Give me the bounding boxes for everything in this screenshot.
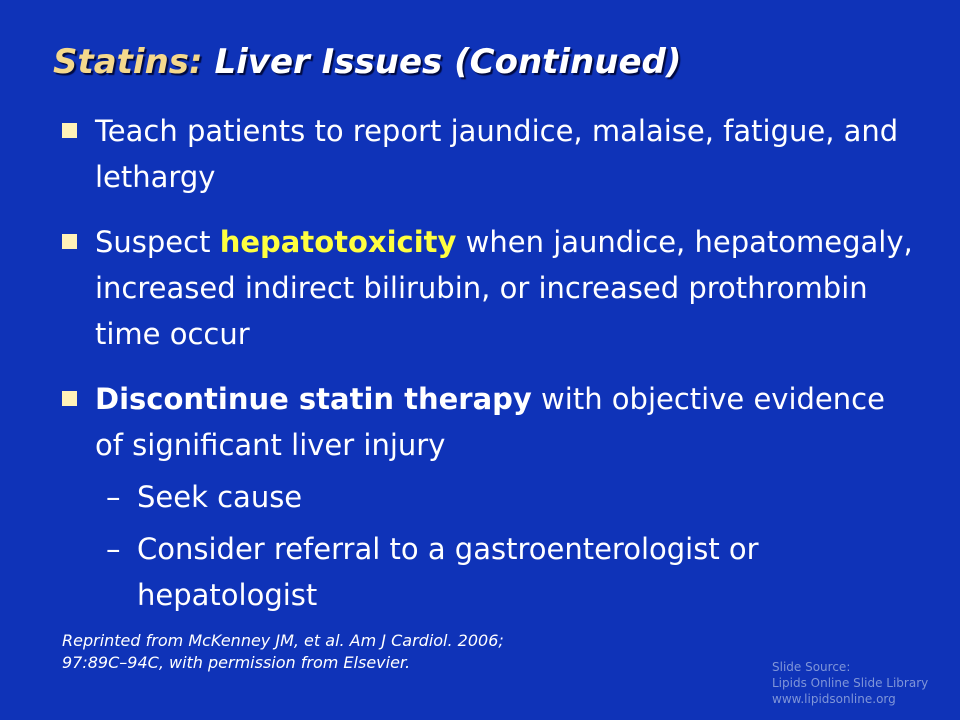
bullet-square-icon xyxy=(62,123,80,141)
bullet-3-post: with objective evidence of significant liver injury xyxy=(95,382,885,462)
citation xyxy=(62,630,662,674)
sub-bullet-1-dash: – xyxy=(106,480,121,514)
bullet-2-post: when jaundice, hepatomegaly, increased indirect bilirubin, or increased prothrombin time occur xyxy=(95,225,913,351)
citation-line-1: Reprinted from McKenney JM, et al. Am J Cardiol. 2006; xyxy=(62,631,504,650)
bullet-square-icon xyxy=(62,234,80,252)
bullet-square-icon xyxy=(62,391,80,409)
bullet-2-highlight: hepatotoxicity xyxy=(219,225,457,259)
slide-source xyxy=(772,659,952,707)
source-line-1: Slide Source: xyxy=(772,660,851,674)
source-line-3: www.lipidsonline.org xyxy=(772,692,896,706)
bullet-2-text xyxy=(95,219,915,357)
bullet-1-text: Teach patients to report jaundice, malaise, fatigue, and lethargy xyxy=(95,114,899,194)
slide-title xyxy=(53,42,681,82)
sub-bullet-1-text: Seek cause xyxy=(137,480,303,514)
bullet-3-text xyxy=(95,376,915,468)
sub-bullet-2-text: Consider referral to a gastroenterologist or hepatologist xyxy=(137,532,759,612)
title-main: Liver Issues (Continued) xyxy=(214,42,682,82)
sub-bullet-2-dash: – xyxy=(106,532,121,566)
citation-line-2: 97:89C–94C, with permission from Elsevier. xyxy=(62,653,411,672)
title-accent: Statins: xyxy=(53,42,203,82)
bullet-2-pre: Suspect xyxy=(95,225,220,259)
source-line-2: Lipids Online Slide Library xyxy=(772,676,929,690)
bullet-3-bold: Discontinue statin therapy xyxy=(95,382,532,416)
